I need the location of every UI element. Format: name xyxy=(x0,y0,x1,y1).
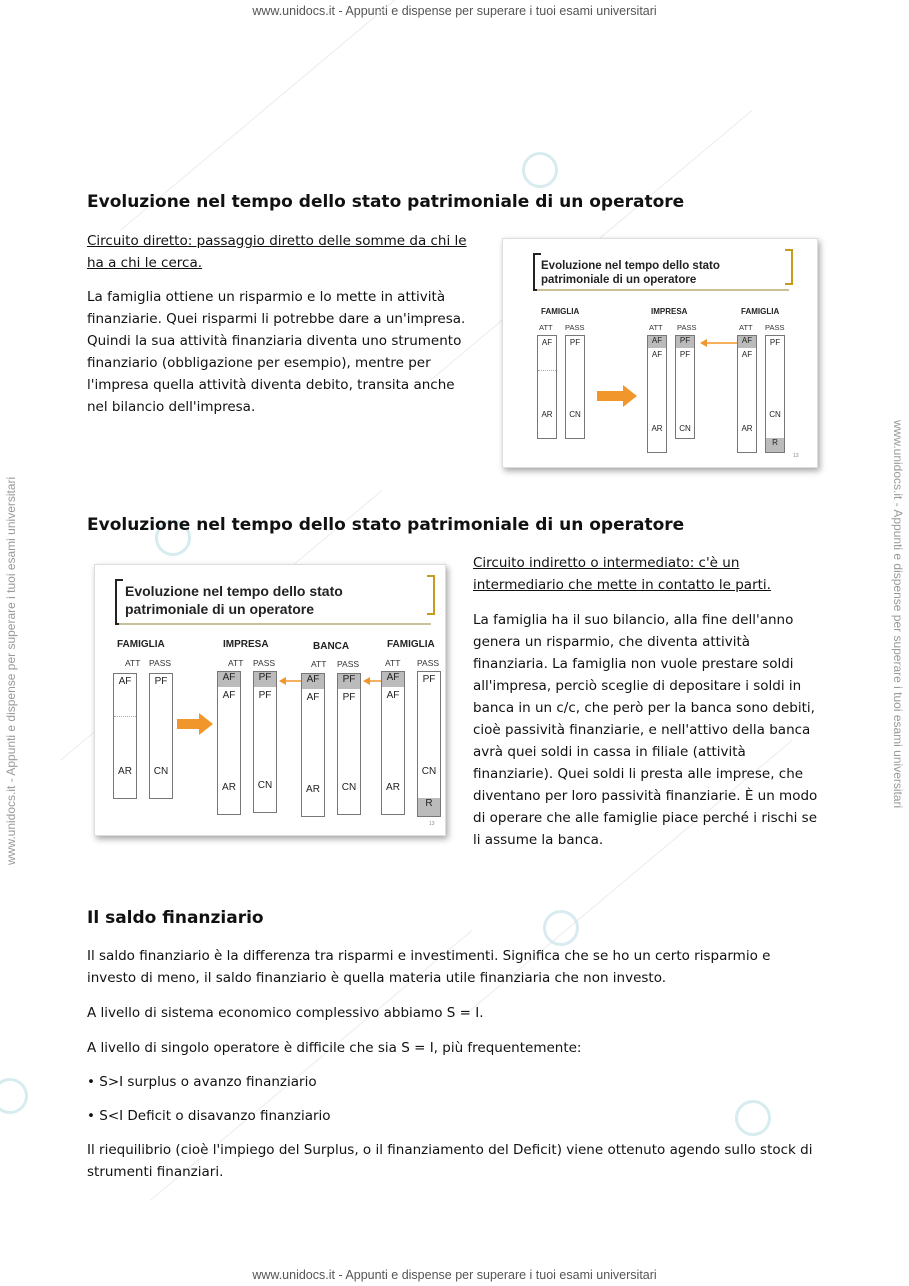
att-label: ATT xyxy=(649,323,663,332)
entity-label: FAMIGLIA xyxy=(741,307,780,316)
ar-cell: AR xyxy=(222,782,236,793)
att-label: ATT xyxy=(739,323,753,332)
section3-p4-line1: Il riequilibrio (cioè l'impiego del Surplus, o il finanziamento del Deficit) viene ottenuto agendo sullo stock di xyxy=(87,1142,813,1158)
cn-cell: CN xyxy=(421,766,437,777)
entity-label: IMPRESA xyxy=(651,307,688,316)
balance-column xyxy=(737,335,757,453)
paragraph-line: li assume la banca. xyxy=(473,832,604,848)
pass-label: PASS xyxy=(765,323,785,332)
paragraph-line: nel bilancio dell'impresa. xyxy=(87,399,256,415)
arrow-left-icon xyxy=(279,677,301,685)
af-cell: AF xyxy=(648,336,666,348)
cn-cell: CN xyxy=(679,424,691,433)
section3-p1-line2: investo di meno, il saldo finanziario è quella materia utile finanziaria che non investo. xyxy=(87,970,667,986)
paragraph-line: cioè passività finanziarie, e nell'attivo della banca xyxy=(473,722,811,738)
pass-label: PASS xyxy=(417,658,440,668)
footer-watermark: www.unidocs.it - Appunti e dispense per superare i tuoi esami universitari xyxy=(252,1268,657,1282)
section1-heading: Evoluzione nel tempo dello stato patrimoniale di un operatore xyxy=(87,192,685,212)
af-cell: AF xyxy=(738,336,756,348)
balance-column xyxy=(765,335,785,453)
balance-column xyxy=(301,673,325,817)
balance-column xyxy=(565,335,585,439)
paragraph-line: finanziario (obbligazione per esempio), mentre per xyxy=(87,355,431,371)
balance-column xyxy=(537,335,557,439)
paragraph-line: di operare che alle famiglie piace perché i rischi se xyxy=(473,810,818,826)
ar-cell: AR xyxy=(741,424,753,433)
slide-title xyxy=(125,583,343,618)
pass-label: PASS xyxy=(337,659,360,669)
header-watermark: www.unidocs.it - Appunti e dispense per superare i tuoi esami universitari xyxy=(252,4,657,18)
att-label: ATT xyxy=(125,658,141,668)
balance-column xyxy=(253,671,277,813)
af-cell: AF xyxy=(306,692,320,703)
cn-cell: CN xyxy=(153,766,169,777)
left-side-watermark: www.unidocs.it - Appunti e dispense per superare i tuoi esami universitari xyxy=(4,476,18,865)
af-cell: AF xyxy=(118,676,132,687)
section2-subtitle-line1: Circuito indiretto o intermediato: c'è un xyxy=(473,555,740,571)
section1-subtitle-line2: ha a chi le cerca. xyxy=(87,255,203,271)
slide-title-rule xyxy=(119,623,431,625)
balance-column xyxy=(113,673,137,799)
paragraph-line: finanziarie). Quei soldi li presta alle imprese, che xyxy=(473,766,804,782)
entity-label: FAMIGLIA xyxy=(117,639,165,650)
slide-page-number: 13 xyxy=(429,821,435,827)
bracket-right xyxy=(427,575,435,615)
section3-bullet-deficit: • S<I Deficit o disavanzo finanziario xyxy=(87,1108,331,1124)
slide-title xyxy=(541,259,720,288)
ar-cell: AR xyxy=(541,410,553,419)
af-cell: AF xyxy=(741,350,753,359)
ar-cell: AR xyxy=(306,784,320,795)
af-cell: AF xyxy=(651,350,663,359)
entity-label: IMPRESA xyxy=(223,639,269,650)
cn-cell: CN xyxy=(341,782,357,793)
paragraph-line: finanziarie. Quei risparmi li potrebbe dare a un'impresa. xyxy=(87,311,466,327)
unidocs-logo-watermark xyxy=(0,1078,28,1114)
entity-label: FAMIGLIA xyxy=(387,639,435,650)
pf-cell: PF xyxy=(338,674,360,689)
att-label: ATT xyxy=(311,659,327,669)
af-cell: AF xyxy=(302,674,324,689)
balance-column xyxy=(337,673,361,815)
section3-p4-line2: strumenti finanziari. xyxy=(87,1164,224,1180)
slide-title-line2: patrimoniale di un operatore xyxy=(125,600,315,617)
paragraph-line: La famiglia ha il suo bilancio, alla fine dell'anno xyxy=(473,612,794,628)
bracket-left xyxy=(115,579,123,625)
r-cell: R xyxy=(418,798,440,816)
unidocs-logo-watermark xyxy=(735,1100,771,1136)
unidocs-logo-watermark xyxy=(522,152,558,188)
paragraph-line: banca in un c/c, che però per la banca sono debiti, xyxy=(473,700,815,716)
balance-column xyxy=(647,335,667,453)
af-cell: AF xyxy=(222,690,236,701)
bracket-left xyxy=(533,253,541,291)
pf-cell: PF xyxy=(679,350,691,359)
balance-column xyxy=(217,671,241,815)
paragraph-line: finanziaria. La famiglia non vuole prestare soldi xyxy=(473,656,794,672)
right-side-watermark: www.unidocs.it - Appunti e dispense per superare i tuoi esami universitari xyxy=(891,420,905,809)
af-cell: AF xyxy=(382,672,404,687)
section3-p3: A livello di singolo operatore è difficile che sia S = I, più frequentemente: xyxy=(87,1040,582,1056)
balance-column xyxy=(417,671,441,817)
arrow-left-icon xyxy=(363,677,383,685)
entity-label: FAMIGLIA xyxy=(541,307,580,316)
pf-cell: PF xyxy=(258,690,272,701)
balance-column xyxy=(675,335,695,439)
ar-cell: AR xyxy=(386,782,400,793)
af-cell: AF xyxy=(218,672,240,687)
pf-cell: PF xyxy=(422,674,436,685)
paragraph-line: genera un risparmio, che diventa attività xyxy=(473,634,751,650)
arrow-left-icon xyxy=(700,339,740,347)
att-label: ATT xyxy=(539,323,553,332)
pf-cell: PF xyxy=(769,338,781,347)
slide-page-number: 13 xyxy=(793,453,799,459)
slide-indirect-circuit xyxy=(94,564,446,836)
section3-p1-line1: Il saldo finanziario è la differenza tra risparmi e investimenti. Significa che se ho un certo risparmio e xyxy=(87,948,771,964)
slide-direct-circuit xyxy=(502,238,818,468)
balance-column xyxy=(381,671,405,815)
arrow-right-icon xyxy=(177,713,213,735)
cn-cell: CN xyxy=(257,780,273,791)
af-cell: AF xyxy=(541,338,553,347)
section1-subtitle-line1: Circuito diretto: passaggio diretto delle somme da chi le xyxy=(87,233,467,249)
slide-title-line2: patrimoniale di un operatore xyxy=(541,274,697,287)
arrow-right-icon xyxy=(597,385,637,407)
paragraph-line: La famiglia ottiene un risparmio e lo mette in attività xyxy=(87,289,446,305)
paragraph-line: all'impresa, perciò sceglie di depositare i soldi in xyxy=(473,678,802,694)
section3-heading: Il saldo finanziario xyxy=(87,908,264,928)
paragraph-line: diventano per loro passività finanziarie. È un modo xyxy=(473,788,818,804)
ar-cell: AR xyxy=(118,766,132,777)
pass-label: PASS xyxy=(565,323,585,332)
pf-cell: PF xyxy=(342,692,356,703)
unidocs-logo-watermark xyxy=(543,910,579,946)
section3-p2: A livello di sistema economico complessivo abbiamo S = I. xyxy=(87,1005,484,1021)
att-label: ATT xyxy=(228,658,244,668)
cn-cell: CN xyxy=(769,410,781,419)
section2-subtitle-line2: intermediario che mette in contatto le parti. xyxy=(473,577,771,593)
pf-cell: PF xyxy=(254,672,276,687)
att-label: ATT xyxy=(385,658,401,668)
paragraph-line: avrà quei soldi in cassa in filiale (attività xyxy=(473,744,746,760)
af-cell: AF xyxy=(386,690,400,701)
bracket-right xyxy=(785,249,793,285)
pass-label: PASS xyxy=(677,323,697,332)
section2-heading: Evoluzione nel tempo dello stato patrimoniale di un operatore xyxy=(87,515,685,535)
balance-column xyxy=(149,673,173,799)
pass-label: PASS xyxy=(149,658,172,668)
slide-title-line1: Evoluzione nel tempo dello stato xyxy=(541,260,720,272)
r-cell: R xyxy=(766,438,784,452)
slide-title-rule xyxy=(537,289,789,291)
section3-bullet-surplus: • S>I surplus o avanzo finanziario xyxy=(87,1074,317,1090)
paragraph-line: Quindi la sua attività finanziaria diventa uno strumento xyxy=(87,333,462,349)
paragraph-line: l'impresa quella attività diventa debito, transita anche xyxy=(87,377,455,393)
pass-label: PASS xyxy=(253,658,276,668)
entity-label: BANCA xyxy=(313,641,350,652)
pf-cell: PF xyxy=(154,676,168,687)
cn-cell: CN xyxy=(569,410,581,419)
ar-cell: AR xyxy=(651,424,663,433)
slide-title-line1: Evoluzione nel tempo dello stato xyxy=(125,583,343,599)
pf-cell: PF xyxy=(676,336,694,348)
pf-cell: PF xyxy=(569,338,581,347)
